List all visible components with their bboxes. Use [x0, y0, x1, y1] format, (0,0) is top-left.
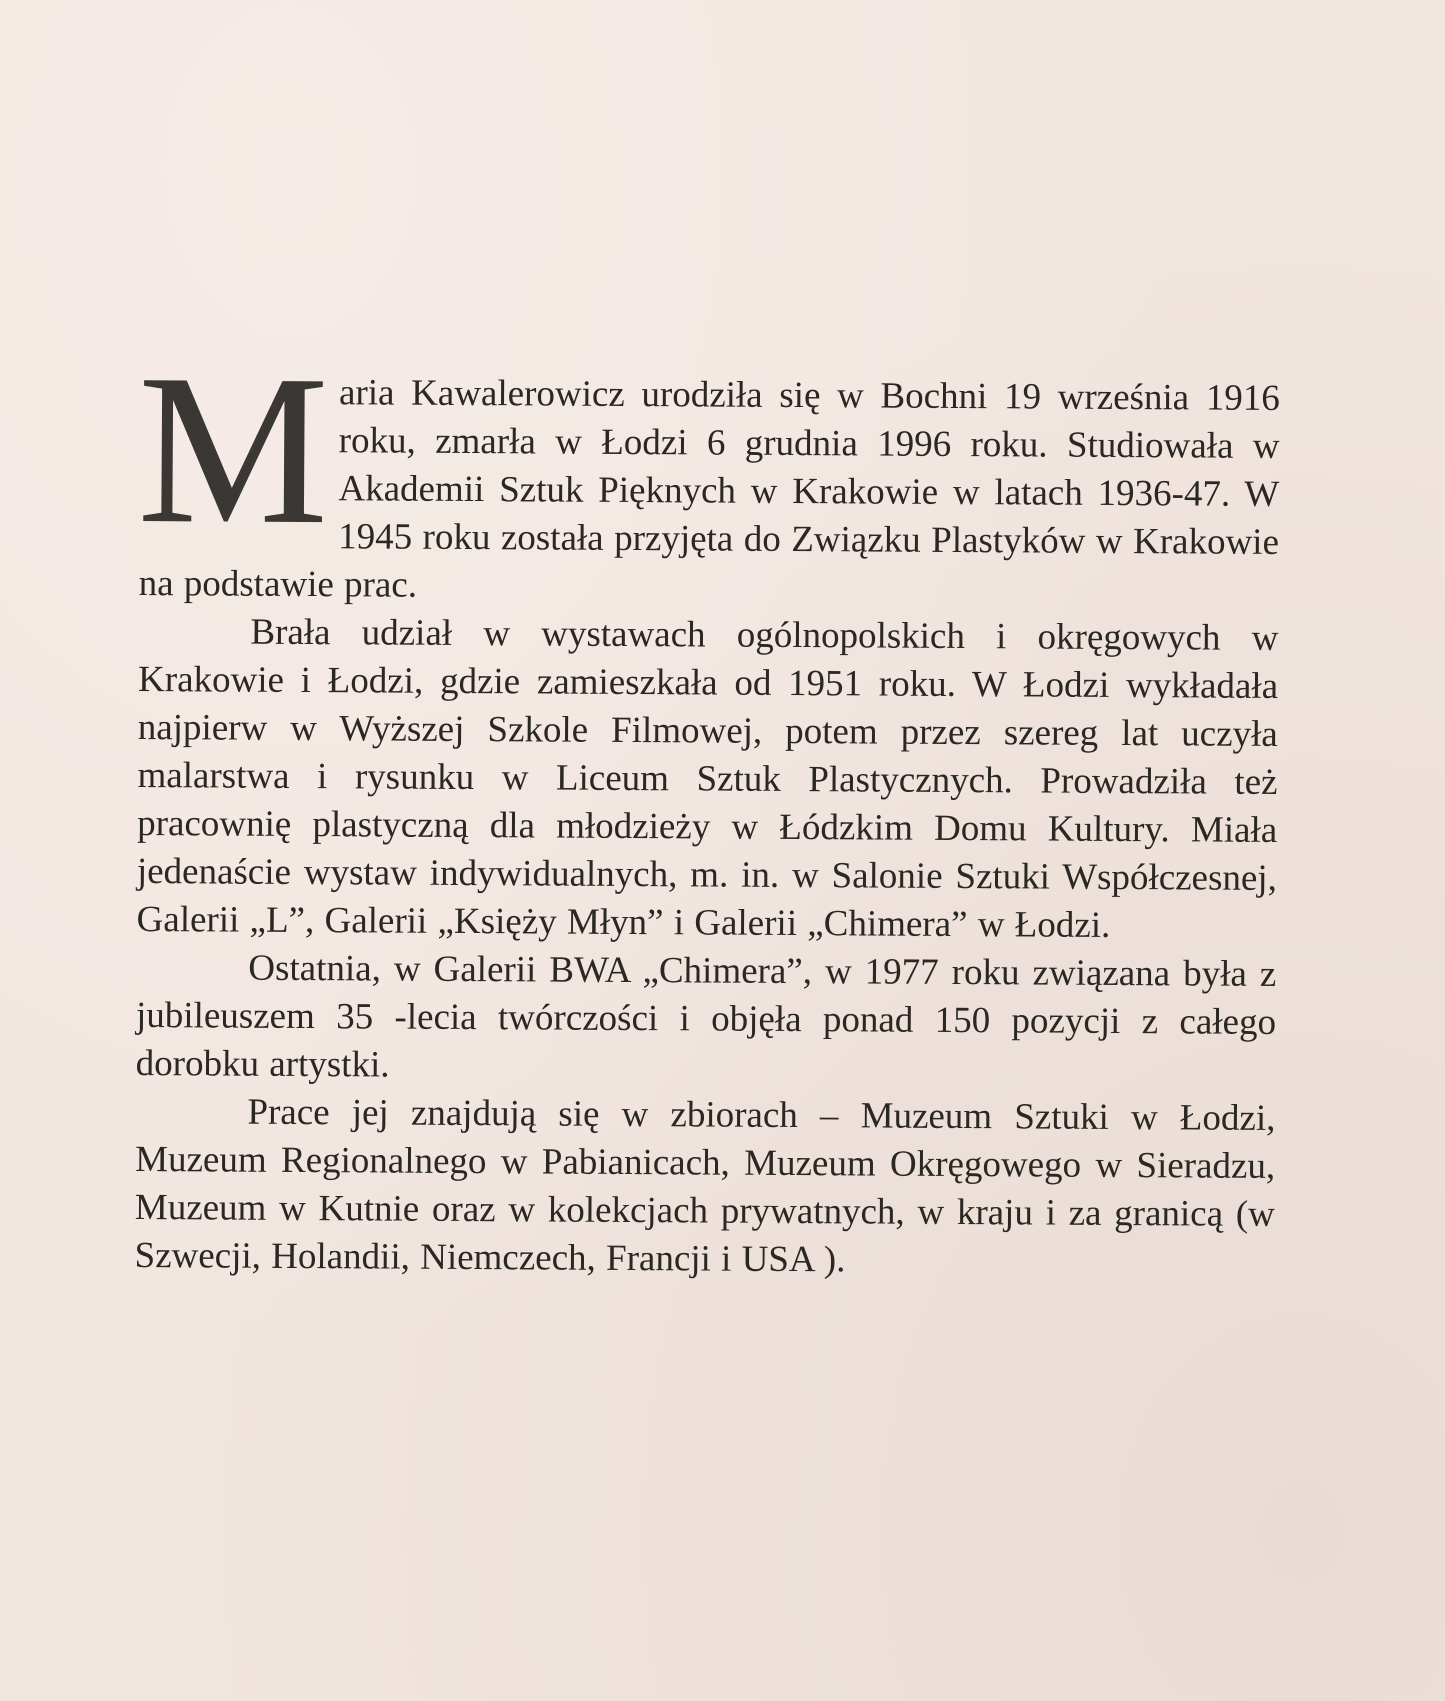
paragraph-1: [136, 328, 1280, 615]
paragraph-2: Brała udział w wystawach ogólnopolskich i okręgowych w Krakowie i Łodzi, gdzie zamieszkała od 1951 roku. W Łodzi wykładała najpierw w Wyższej Szkole Filmowej, potem przez szereg lat uczyła malarstwa i rysunku w Liceum Sztuk Plastycznych. Prowadziła też pracownię plastyczną dla młodzieży w Łódzkim Domu Kultury. Miała jedenaście wystaw indywidualnych, m. in. w Salonie Sztuki Współczesnej, Galerii „L”, Galerii „Księży Młyn” i Galerii „Chimera” w Łodzi.: [136, 611, 1279, 946]
biography-text: [134, 328, 1280, 1287]
drop-cap-letter: M: [136, 328, 326, 570]
paragraph-1-text: aria Kawalerowicz urodziła się w Bochni 19 września 1916 roku, zmarła w Łodzi 6 grudnia 1996 roku. Studiowała w Akademii Sztuk Pięknych w Krakowie w latach 1936-47. W 1945 roku została przyjęta do Związku Plastyków w Krakowie na podstawie prac.: [138, 372, 1280, 606]
paragraph-3: Ostatnia, w Galerii BWA „Chimera”, w 1977 roku związana była z jubileuszem 35 -lecia twórczości i objęła ponad 150 pozycji z całego dorobku artystki.: [135, 947, 1277, 1086]
paragraph-4: Prace jej znajdują się w zbiorach – Muzeum Sztuki w Łodzi, Muzeum Regionalnego w Pabianicach, Muzeum Okręgowego w Sieradzu, Muzeum w Kutnie oraz w kolekcjach prywatnych, w kraju i za granicą (w Szwecji, Holandii, Niemczech, Francji i USA ).: [134, 1091, 1276, 1281]
